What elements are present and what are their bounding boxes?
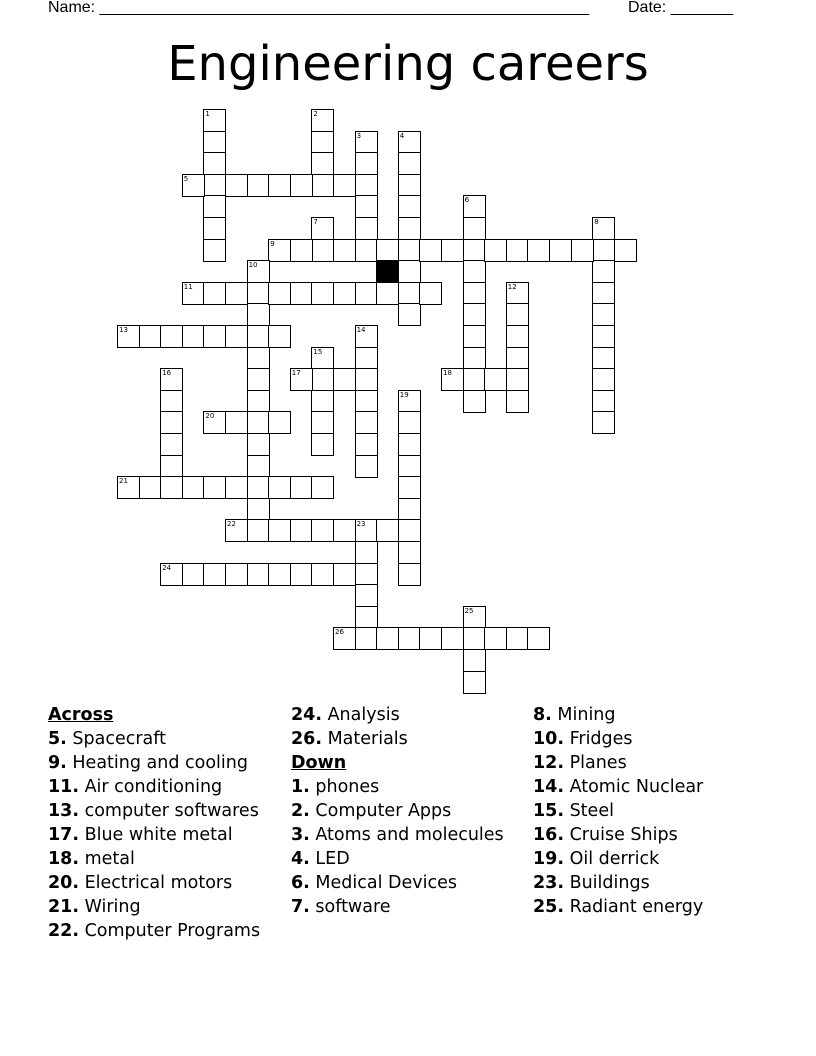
clue-text: Wiring — [79, 897, 141, 917]
clue-text: Buildings — [564, 873, 650, 893]
grid-cell[interactable] — [398, 152, 421, 175]
grid-cell[interactable] — [355, 519, 378, 542]
grid-cell[interactable] — [160, 325, 183, 348]
clue-number: 22. — [48, 921, 80, 941]
grid-cell[interactable] — [355, 282, 378, 305]
clue-number: 14. — [533, 777, 565, 797]
clue-item — [533, 727, 773, 751]
grid-cell[interactable] — [398, 433, 421, 456]
cell-number: 7 — [313, 218, 318, 226]
clue-number: 2. — [291, 801, 310, 821]
grid-cell[interactable] — [355, 411, 378, 434]
clue-item — [533, 703, 773, 727]
puzzle-title: Engineering careers — [167, 36, 649, 92]
clue-column-2 — [291, 703, 526, 919]
clue-item — [48, 895, 283, 919]
grid-cell[interactable] — [160, 368, 183, 391]
cell-number: 9 — [270, 239, 275, 248]
clue-item — [48, 727, 283, 751]
grid-cell[interactable] — [311, 239, 334, 262]
clue-item — [48, 775, 283, 799]
grid-cell[interactable] — [203, 217, 226, 240]
clue-text: metal — [79, 849, 135, 869]
grid-cell[interactable] — [592, 282, 615, 305]
clue-number: 1. — [291, 777, 310, 797]
grid-cell[interactable] — [247, 174, 270, 197]
cell-number: 2 — [313, 110, 318, 118]
clue-item — [291, 727, 526, 751]
clue-column-3 — [533, 703, 773, 919]
grid-cell[interactable] — [592, 217, 615, 240]
grid-cell[interactable] — [311, 217, 334, 240]
name-line[interactable]: Name: _______________________________________________________ — [48, 0, 589, 16]
grid-cell[interactable] — [247, 411, 270, 434]
grid-cell[interactable] — [225, 411, 248, 434]
grid-cell[interactable] — [355, 368, 378, 391]
grid-cell[interactable] — [160, 476, 183, 499]
grid-cell[interactable] — [311, 131, 334, 154]
clue-text: phones — [309, 777, 380, 797]
grid-cell[interactable] — [484, 239, 507, 262]
grid-cell[interactable] — [333, 282, 356, 305]
grid-cell[interactable] — [203, 563, 226, 586]
grid-cell[interactable] — [398, 519, 421, 542]
cell-number: 13 — [119, 326, 128, 334]
grid-cell[interactable] — [333, 519, 356, 542]
clue-text: Computer Apps — [309, 801, 452, 821]
cell-number: 18 — [443, 369, 452, 378]
clue-text: Mining — [551, 705, 616, 725]
grid-cell[interactable] — [527, 627, 550, 650]
grid-cell[interactable] — [247, 498, 270, 521]
clue-number: 23. — [533, 873, 565, 893]
grid-cell[interactable] — [182, 563, 205, 586]
grid-cell[interactable] — [333, 627, 356, 650]
grid-cell[interactable] — [398, 131, 421, 154]
grid-cell[interactable] — [247, 563, 270, 586]
grid-cell[interactable] — [376, 282, 399, 305]
cell-number: 12 — [507, 282, 517, 291]
grid-cell[interactable] — [441, 368, 464, 391]
clue-text: Fridges — [564, 729, 633, 749]
grid-cell[interactable] — [398, 217, 421, 240]
grid-cell[interactable] — [247, 260, 270, 283]
clue-text: LED — [309, 849, 350, 869]
grid-cell[interactable] — [463, 390, 486, 413]
clue-item — [533, 823, 773, 847]
clue-text: Analysis — [322, 705, 400, 725]
clue-column-1 — [48, 703, 283, 943]
grid-cell[interactable] — [247, 433, 270, 456]
clue-text: Radiant energy — [564, 897, 704, 917]
grid-cell[interactable] — [268, 239, 291, 262]
clue-number: 9. — [48, 753, 67, 773]
grid-cell[interactable] — [160, 411, 183, 434]
cell-number: 15 — [313, 347, 323, 356]
clue-number: 24. — [291, 705, 323, 725]
grid-cell[interactable] — [225, 325, 248, 348]
grid-cell[interactable] — [225, 174, 248, 197]
clue-text: Electrical motors — [79, 873, 233, 893]
clue-item — [291, 823, 526, 847]
clue-number: 15. — [533, 801, 565, 821]
clue-text: software — [309, 897, 391, 917]
clue-item — [533, 751, 773, 775]
grid-cell[interactable] — [398, 498, 421, 521]
grid-cell[interactable] — [311, 347, 334, 370]
grid-cell[interactable] — [463, 606, 486, 629]
grid-cell[interactable] — [441, 627, 464, 650]
clue-item — [48, 823, 283, 847]
grid-cell[interactable] — [355, 239, 378, 262]
clue-text: Medical Devices — [309, 873, 457, 893]
cell-number: 14 — [356, 326, 366, 334]
clue-text: Air conditioning — [79, 777, 223, 797]
grid-cell[interactable] — [355, 606, 378, 629]
clue-text: Spacecraft — [66, 729, 166, 749]
grid-cell[interactable] — [311, 282, 334, 305]
clue-text: Computer Programs — [79, 921, 261, 941]
grid-cell[interactable] — [203, 411, 226, 434]
clue-number: 4. — [291, 849, 310, 869]
clue-number: 8. — [533, 705, 552, 725]
grid-cell[interactable] — [355, 563, 378, 586]
grid-cell[interactable] — [592, 347, 615, 370]
grid-cell[interactable] — [225, 563, 248, 586]
black-square — [376, 260, 399, 283]
grid-cell[interactable] — [355, 131, 378, 154]
grid-cell[interactable] — [398, 411, 421, 434]
grid-cell[interactable] — [419, 282, 442, 305]
clue-text: Atoms and molecules — [309, 825, 504, 845]
clue-item — [533, 895, 773, 919]
grid-cell[interactable] — [398, 390, 421, 413]
clue-number: 5. — [48, 729, 67, 749]
clue-item — [291, 775, 526, 799]
grid-cell[interactable] — [463, 195, 486, 218]
clue-text: Steel — [564, 801, 614, 821]
grid-cell[interactable] — [592, 239, 615, 262]
clue-section-heading: Across — [48, 705, 114, 725]
grid-cell[interactable] — [376, 239, 399, 262]
grid-cell[interactable] — [355, 627, 378, 650]
grid-cell[interactable] — [571, 239, 594, 262]
grid-cell[interactable] — [160, 433, 183, 456]
clue-number: 11. — [48, 777, 80, 797]
grid-cell[interactable] — [506, 368, 529, 391]
grid-cell[interactable] — [182, 325, 205, 348]
grid-cell[interactable] — [506, 303, 529, 326]
grid-cell[interactable] — [463, 347, 486, 370]
cell-number: 1 — [205, 110, 210, 118]
grid-cell[interactable] — [333, 239, 356, 262]
grid-cell[interactable] — [268, 325, 291, 348]
clue-item — [533, 799, 773, 823]
clue-item — [291, 895, 526, 919]
clue-text: Blue white metal — [79, 825, 233, 845]
cell-number: 5 — [183, 174, 189, 183]
grid-cell[interactable] — [463, 627, 486, 650]
grid-cell[interactable] — [592, 260, 615, 283]
grid-cell[interactable] — [203, 109, 226, 132]
grid-cell[interactable] — [614, 239, 637, 262]
clue-text: Planes — [564, 753, 627, 773]
grid-cell[interactable] — [355, 455, 378, 478]
grid-cell[interactable] — [419, 627, 442, 650]
clue-item — [533, 775, 773, 799]
grid-cell[interactable] — [247, 519, 270, 542]
grid-cell[interactable] — [117, 325, 140, 348]
grid-cell[interactable] — [160, 455, 183, 478]
cell-number: 19 — [399, 390, 409, 399]
grid-cell[interactable] — [203, 174, 226, 197]
clue-text: Atomic Nuclear — [564, 777, 704, 797]
grid-cell[interactable] — [268, 282, 291, 305]
grid-cell[interactable] — [290, 368, 313, 391]
cell-number: 21 — [119, 477, 128, 486]
grid-cell[interactable] — [311, 433, 334, 456]
grid-cell[interactable] — [311, 563, 334, 586]
grid-cell[interactable] — [247, 303, 270, 326]
clue-item — [48, 847, 283, 871]
grid-cell[interactable] — [463, 325, 486, 348]
grid-cell[interactable] — [592, 325, 615, 348]
cell-number: 11 — [183, 282, 193, 291]
grid-cell[interactable] — [398, 303, 421, 326]
grid-cell[interactable] — [398, 195, 421, 218]
grid-cell[interactable] — [484, 368, 507, 391]
clue-text: Materials — [322, 729, 408, 749]
grid-cell[interactable] — [398, 563, 421, 586]
date-line[interactable]: Date: _______ — [628, 0, 733, 16]
grid-cell[interactable] — [182, 476, 205, 499]
grid-cell[interactable] — [463, 239, 486, 262]
cell-number: 4 — [399, 131, 405, 140]
grid-cell[interactable] — [355, 541, 378, 564]
grid-cell[interactable] — [398, 627, 421, 650]
grid-cell[interactable] — [290, 563, 313, 586]
grid-cell[interactable] — [463, 303, 486, 326]
grid-cell[interactable] — [290, 519, 313, 542]
grid-cell[interactable] — [592, 411, 615, 434]
grid-cell[interactable] — [398, 282, 421, 305]
clue-number: 25. — [533, 897, 565, 917]
grid-cell[interactable] — [268, 519, 291, 542]
cell-number: 25 — [464, 606, 474, 615]
grid-cell[interactable] — [117, 476, 140, 499]
grid-cell[interactable] — [311, 411, 334, 434]
cell-number: 17 — [291, 369, 301, 378]
cell-number: 16 — [162, 369, 172, 378]
grid-cell[interactable] — [139, 325, 162, 348]
grid-cell[interactable] — [203, 152, 226, 175]
clue-item — [291, 703, 526, 727]
grid-cell[interactable] — [139, 476, 162, 499]
grid-cell[interactable] — [311, 152, 334, 175]
grid-cell[interactable] — [355, 195, 378, 218]
grid-cell[interactable] — [225, 282, 248, 305]
grid-cell[interactable] — [247, 325, 270, 348]
grid-cell[interactable] — [398, 476, 421, 499]
clue-item — [291, 799, 526, 823]
clue-text: Oil derrick — [564, 849, 660, 869]
grid-cell[interactable] — [376, 519, 399, 542]
grid-cell[interactable] — [506, 390, 529, 413]
cell-number: 26 — [335, 628, 344, 637]
clue-number: 6. — [291, 873, 310, 893]
grid-cell[interactable] — [355, 390, 378, 413]
grid-cell[interactable] — [355, 433, 378, 456]
cell-number: 6 — [464, 196, 470, 205]
clue-text: Cruise Ships — [564, 825, 678, 845]
grid-cell[interactable] — [506, 627, 529, 650]
grid-cell[interactable] — [290, 476, 313, 499]
grid-cell[interactable] — [247, 455, 270, 478]
clue-item — [533, 871, 773, 895]
grid-cell[interactable] — [398, 541, 421, 564]
grid-cell[interactable] — [160, 390, 183, 413]
grid-cell[interactable] — [160, 563, 183, 586]
grid-cell[interactable] — [290, 174, 313, 197]
grid-cell[interactable] — [463, 649, 486, 672]
grid-cell[interactable] — [398, 455, 421, 478]
clue-number: 16. — [533, 825, 565, 845]
grid-cell[interactable] — [311, 476, 334, 499]
grid-cell[interactable] — [182, 282, 205, 305]
grid-cell[interactable] — [225, 476, 248, 499]
cell-number: 20 — [205, 412, 215, 421]
grid-cell[interactable] — [355, 174, 378, 197]
grid-cell[interactable] — [333, 174, 356, 197]
clue-item — [48, 871, 283, 895]
grid-cell[interactable] — [225, 519, 248, 542]
grid-cell[interactable] — [506, 282, 529, 305]
clue-number: 7. — [291, 897, 310, 917]
grid-cell[interactable] — [290, 239, 313, 262]
grid-cell[interactable] — [247, 368, 270, 391]
grid-cell[interactable] — [333, 368, 356, 391]
grid-cell[interactable] — [311, 368, 334, 391]
grid-cell[interactable] — [376, 627, 399, 650]
grid-cell[interactable] — [484, 627, 507, 650]
grid-cell[interactable] — [506, 325, 529, 348]
grid-cell[interactable] — [592, 390, 615, 413]
grid-cell[interactable] — [247, 476, 270, 499]
clue-number: 12. — [533, 753, 565, 773]
grid-cell[interactable] — [268, 476, 291, 499]
grid-cell[interactable] — [203, 239, 226, 262]
clue-item — [291, 871, 526, 895]
grid-cell[interactable] — [247, 347, 270, 370]
grid-cell[interactable] — [506, 239, 529, 262]
clue-item — [291, 847, 526, 871]
cell-number: 23 — [356, 520, 366, 529]
clue-text: computer softwares — [79, 801, 259, 821]
grid-cell[interactable] — [203, 131, 226, 154]
cell-number: 24 — [162, 563, 172, 572]
clue-item — [533, 847, 773, 871]
grid-cell[interactable] — [463, 671, 486, 694]
grid-cell[interactable] — [311, 109, 334, 132]
grid-cell[interactable] — [463, 260, 486, 283]
clue-number: 13. — [48, 801, 80, 821]
grid-cell[interactable] — [398, 174, 421, 197]
grid-cell[interactable] — [398, 260, 421, 283]
grid-cell[interactable] — [268, 563, 291, 586]
grid-cell[interactable] — [268, 411, 291, 434]
clue-number: 3. — [291, 825, 310, 845]
clue-text: Heating and cooling — [66, 753, 248, 773]
grid-cell[interactable] — [355, 152, 378, 175]
grid-cell[interactable] — [506, 347, 529, 370]
grid-cell[interactable] — [203, 476, 226, 499]
grid-cell[interactable] — [592, 303, 615, 326]
grid-cell[interactable] — [355, 217, 378, 240]
grid-cell[interactable] — [592, 368, 615, 391]
grid-cell[interactable] — [463, 282, 486, 305]
grid-cell[interactable] — [247, 390, 270, 413]
grid-cell[interactable] — [290, 282, 313, 305]
grid-cell[interactable] — [441, 239, 464, 262]
grid-cell[interactable] — [311, 519, 334, 542]
grid-cell[interactable] — [182, 174, 205, 197]
grid-cell[interactable] — [247, 282, 270, 305]
grid-cell[interactable] — [203, 282, 226, 305]
cell-number: 3 — [356, 131, 362, 140]
clue-number: 21. — [48, 897, 80, 917]
grid-cell[interactable] — [268, 174, 291, 197]
clue-number: 19. — [533, 849, 565, 869]
clue-number: 17. — [48, 825, 80, 845]
clue-item — [48, 751, 283, 775]
cell-number: 8 — [594, 218, 599, 226]
grid-cell[interactable] — [527, 239, 550, 262]
grid-cell[interactable] — [463, 217, 486, 240]
grid-cell[interactable] — [311, 390, 334, 413]
clue-item — [48, 799, 283, 823]
grid-cell[interactable] — [398, 239, 421, 262]
grid-cell[interactable] — [549, 239, 572, 262]
grid-cell[interactable] — [355, 325, 378, 348]
clue-item — [48, 919, 283, 943]
cell-number: 10 — [248, 261, 258, 270]
clue-section-heading: Down — [291, 753, 347, 773]
cell-number: 22 — [227, 520, 236, 529]
grid-cell[interactable] — [355, 347, 378, 370]
clue-number: 18. — [48, 849, 80, 869]
grid-cell[interactable] — [333, 563, 356, 586]
grid-cell[interactable] — [203, 325, 226, 348]
grid-cell[interactable] — [203, 195, 226, 218]
clue-number: 26. — [291, 729, 323, 749]
grid-cell[interactable] — [419, 239, 442, 262]
clue-number: 10. — [533, 729, 565, 749]
grid-cell[interactable] — [355, 584, 378, 607]
grid-cell[interactable] — [311, 174, 334, 197]
clue-number: 20. — [48, 873, 80, 893]
grid-cell[interactable] — [463, 368, 486, 391]
